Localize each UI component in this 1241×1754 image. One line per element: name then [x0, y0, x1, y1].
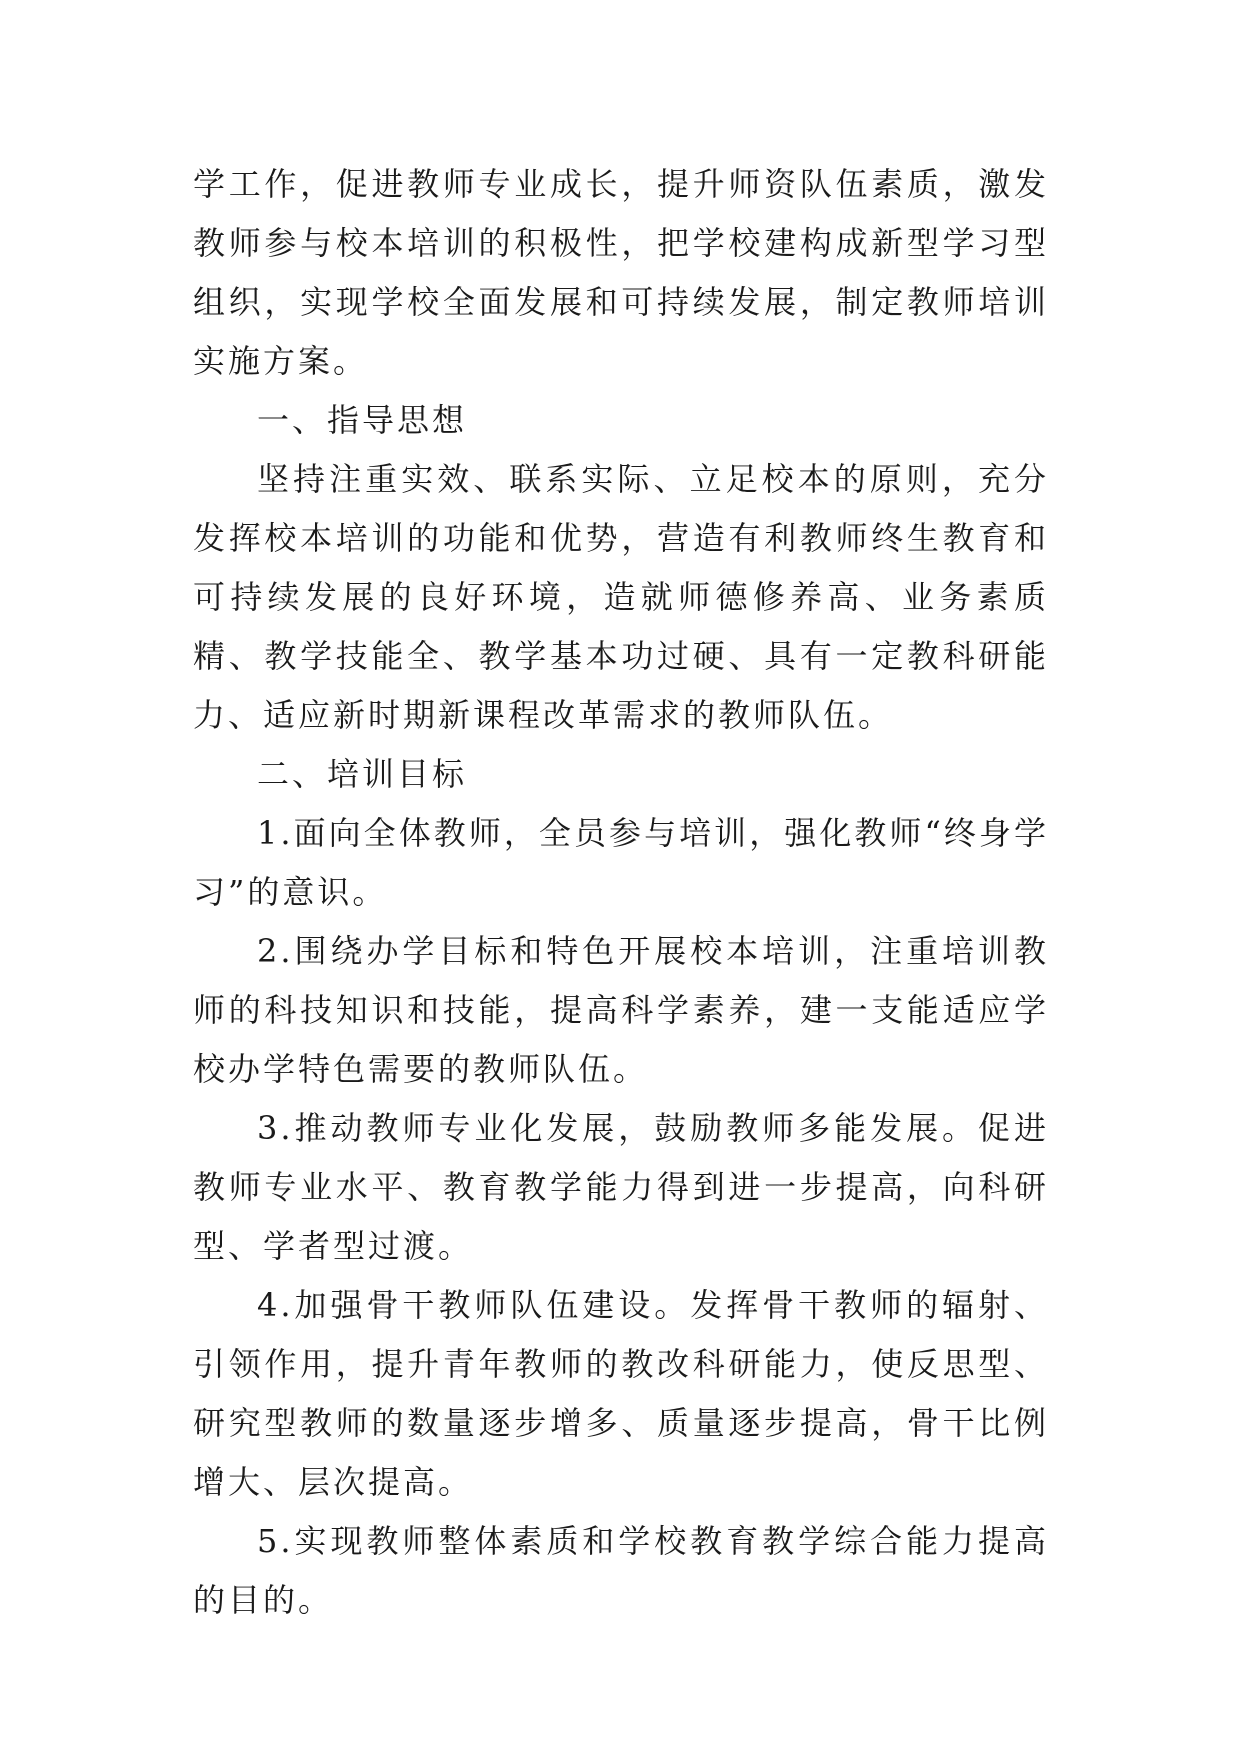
section-heading-guiding-ideology: 一、指导思想 — [257, 401, 468, 439]
document-body — [193, 155, 1049, 1630]
intro-paragraph: 学工作，促进教师专业成长，提升师资队伍素质，激发教师参与校本培训的积极性，把学校建构成新型学习型组织，实现学校全面发展和可持续发展，制定教师培训实施方案。 — [193, 165, 1049, 380]
goal-item-1: 1.面向全体教师，全员参与培训，强化教师“终身学习”的意识。 — [193, 814, 1049, 911]
goal-item-5: 5.实现教师整体素质和学校教育教学综合能力提高的目的。 — [193, 1522, 1049, 1619]
section-heading-training-goals: 二、培训目标 — [257, 755, 468, 793]
goal-item-2: 2.围绕办学目标和特色开展校本培训，注重培训教师的科技知识和技能，提高科学素养，建一支能适应学校办学特色需要的教师队伍。 — [193, 932, 1049, 1088]
goal-item-3: 3.推动教师专业化发展，鼓励教师多能发展。促进教师专业水平、教育教学能力得到进一步提高，向科研型、学者型过渡。 — [193, 1109, 1049, 1265]
guiding-ideology-paragraph: 坚持注重实效、联系实际、立足校本的原则，充分发挥校本培训的功能和优势，营造有利教师终生教育和可持续发展的良好环境，造就师德修养高、业务素质精、教学技能全、教学基本功过硬、具有一定教科研能力、适应新时期新课程改革需求的教师队伍。 — [193, 460, 1049, 734]
goal-item-4: 4.加强骨干教师队伍建设。发挥骨干教师的辐射、引领作用，提升青年教师的教改科研能力，使反思型、研究型教师的数量逐步增多、质量逐步提高，骨干比例增大、层次提高。 — [193, 1286, 1049, 1501]
